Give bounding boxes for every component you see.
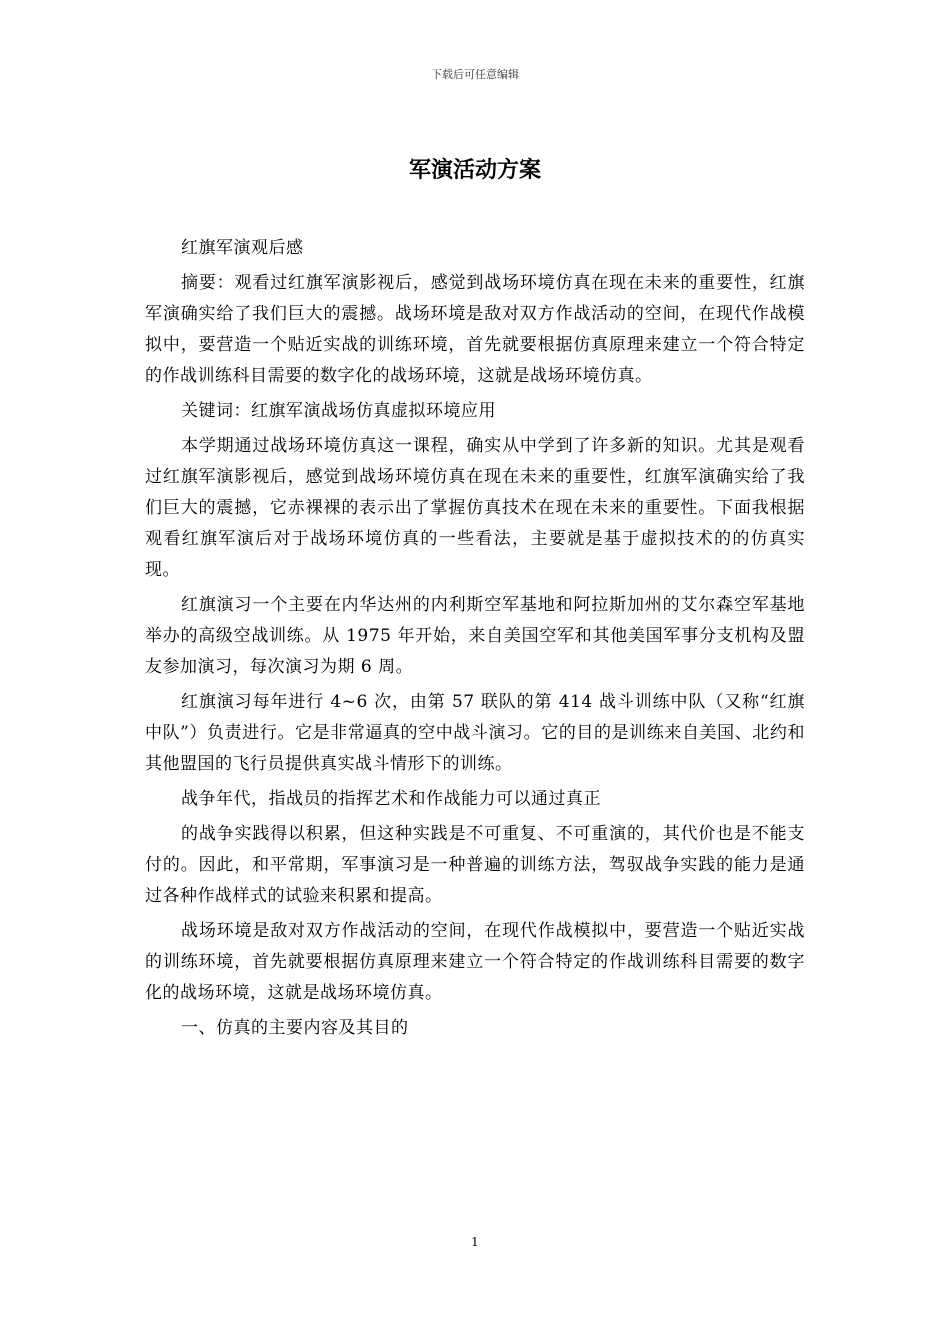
body-paragraph: 战场环境是敌对双方作战活动的空间，在现代作战模拟中，要营造一个贴近实战的训练环境，首先就要根据仿真原理来建立一个符合特定的作战训练科目需要的数字化的战场环境，这就是战场环境仿真。 — [145, 921, 805, 1003]
body-paragraph: 本学期通过战场环境仿真这一课程，确实从中学到了许多新的知识。尤其是观看过红旗军演影视后，感觉到战场环境仿真在现在未来的重要性，红旗军演确实给了我们巨大的震撼，它赤裸裸的表示出了掌握仿真技术在现在未来的重要性。下面我根据观看红旗军演后对于战场环境仿真的一些看法，主要就是基于虚拟技术的的仿真实现。 — [145, 436, 805, 580]
section-heading: 一、仿真的主要内容及其目的 — [181, 1018, 409, 1038]
body-paragraph: 红旗演习每年进行 4~6 次，由第 57 联队的第 414 战斗训练中队（又称“红旗中队”）负责进行。它是非常逼真的空中战斗演习。它的目的是训练来自美国、北约和其他盟国的飞行员提供真实战斗情形下的训练。 — [145, 692, 805, 774]
abstract-paragraph: 摘要：观看过红旗军演影视后，感觉到战场环境仿真在现在未来的重要性，红旗军演确实给了我们巨大的震撼。战场环境是敌对双方作战活动的空间，在现代作战模拟中，要营造一个贴近实战的训练环境，首先就要根据仿真原理来建立一个符合特定的作战训练科目需要的数字化的战场环境，这就是战场环境仿真。 — [145, 273, 805, 386]
body-paragraph: 红旗演习一个主要在内华达州的内利斯空军基地和阿拉斯加州的艾尔森空军基地举办的高级空战训练。从 1975 年开始，来自美国空军和其他美国军事分支机构及盟友参加演习，每次演习为期 6 周。 — [145, 595, 805, 677]
page-number: 1 — [471, 1235, 479, 1249]
document-title: 军演活动方案 — [408, 158, 541, 183]
body-paragraph: 战争年代，指战员的指挥艺术和作战能力可以通过真正 — [181, 789, 601, 809]
body-paragraph: 的战争实践得以积累，但这种实践是不可重复、不可重演的，其代价也是不能支付的。因此，和平常期，军事演习是一种普遍的训练方法，驾驭战争实践的能力是通过各种作战样式的试验来积累和提高。 — [145, 824, 805, 906]
keywords-paragraph: 关键词：红旗军演战场仿真虚拟环境应用 — [181, 401, 496, 421]
header-note: 下载后可任意编辑 — [431, 68, 519, 81]
section-heading: 红旗军演观后感 — [181, 238, 304, 258]
document-body — [145, 233, 805, 1048]
